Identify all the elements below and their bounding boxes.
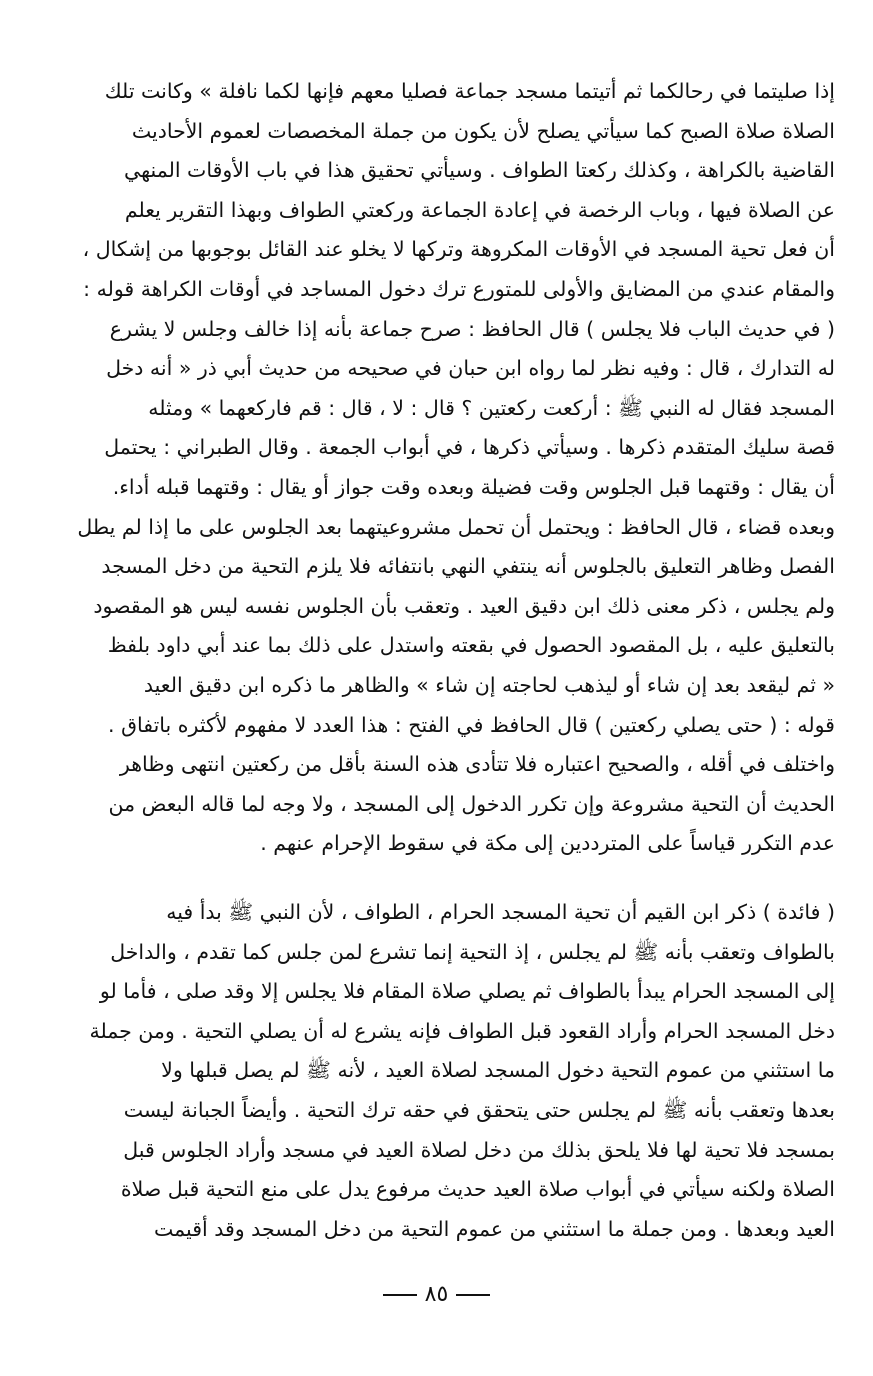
text-line: ما استثني من عموم التحية دخول المسجد لصلاة العيد ، لأنه ﷺ لم يصل قبلها ولا bbox=[161, 1058, 835, 1083]
text-line: وبعده قضاء ، قال الحافظ : ويحتمل أن تحمل مشروعيتهما بعد الجلوس على ما إذا لم يطل bbox=[77, 514, 835, 539]
page-number-dash bbox=[383, 1294, 417, 1296]
text-line: بالطواف وتعقب بأنه ﷺ لم يجلس ، إذ التحية إنما تشرع لمن جلس كما تقدم ، والداخل bbox=[110, 939, 835, 964]
text-line: الصلاة صلاة الصبح كما سيأتي يصلح لأن يكون من جملة المخصصات لعموم الأحاديث bbox=[131, 118, 835, 143]
text-line: أن يقال : وقتهما قبل الجلوس وقت فضيلة وبعده وقت جواز أو يقال : وقتهما قبله أداء. bbox=[112, 474, 835, 499]
text-line: بالتعليق عليه ، بل المقصود الحصول في بقعته واستدل على ذلك بما عند أبي داود بلفظ bbox=[107, 633, 835, 658]
text-line: ( فائدة ) ذكر ابن القيم أن تحية المسجد الحرام ، الطواف ، لأن النبي ﷺ بدأ فيه bbox=[166, 900, 835, 924]
text-line: قوله : ( حتى يصلي ركعتين ) قال الحافظ في الفتح : هذا العدد لا مفهوم لأكثره باتفاق . bbox=[108, 712, 835, 737]
text-line: عدم التكرر قياساً على المترددين إلى مكة في سقوط الإحرام عنهم . bbox=[260, 831, 835, 856]
text-line: بعدها وتعقب بأنه ﷺ لم يجلس حتى يتحقق في حقه ترك التحية . وأيضاً الجبانة ليست bbox=[123, 1097, 835, 1122]
text-line: دخل المسجد الحرام وأراد القعود قبل الطواف فإنه يشرع له أن يصلي التحية . ومن جملة bbox=[89, 1018, 835, 1043]
text-line: القاضية بالكراهة ، وكذلك ركعتا الطواف . وسيأتي تحقيق هذا في باب الأوقات المنهي bbox=[124, 158, 835, 183]
text-line: إلى المسجد الحرام يبدأ بالطواف ثم يصلي صلاة المقام فلا يجلس إلا وقد صلى ، فأما لو bbox=[99, 979, 835, 1004]
faida-text-block bbox=[38, 893, 835, 1249]
text-line: « ثم ليقعد بعد إن شاء أو ليذهب لحاجته إن شاء » والظاهر ما ذكره ابن دقيق العيد bbox=[143, 672, 835, 697]
page-number-dash bbox=[456, 1294, 490, 1296]
text-line: قصة سليك المتقدم ذكرها . وسيأتي ذكرها ، في أبواب الجمعة . وقال الطبراني : يحتمل bbox=[104, 435, 835, 460]
text-line: عن الصلاة فيها ، وباب الرخصة في إعادة الجماعة وركعتي الطواف وبهذا التقرير يعلم bbox=[124, 197, 835, 222]
text-line: أن فعل تحية المسجد في الأوقات المكروهة وتركها لا يخلو عند القائل بوجوبها من إشكال ، bbox=[82, 237, 835, 262]
text-line: ( في حديث الباب فلا يجلس ) قال الحافظ : صرح جماعة بأنه إذا خالف وجلس لا يشرع bbox=[109, 316, 835, 341]
text-line: الفصل وظاهر التعليق بالجلوس أنه ينتفي النهي بانتفائه فلا يلزم التحية من دخل المسجد bbox=[101, 554, 835, 579]
page-number-value: ٨٥ bbox=[424, 1282, 449, 1307]
text-line: إذا صليتما في رحالكما ثم أتيتما مسجد جماعة فصليا معهم فإنها لكما نافلة » وكانت تلك bbox=[104, 79, 835, 103]
text-line: الحديث أن التحية مشروعة وإن تكرر الدخول إلى المسجد ، ولا وجه لما قاله البعض من bbox=[108, 791, 835, 816]
page-number bbox=[0, 1282, 873, 1307]
text-line: الصلاة ولكنه سيأتي في أبواب صلاة العيد حديث مرفوع يدل على منع التحية قبل صلاة bbox=[120, 1177, 835, 1202]
text-line: والمقام عندي من المضايق والأولى للمتورع ترك دخول المساجد في أوقات الكراهة قوله : bbox=[83, 276, 835, 301]
text-line: واختلف في أقله ، والصحيح اعتباره فلا تتأدى هذه السنة بأقل من ركعتين انتهى وظاهر bbox=[119, 752, 835, 777]
main-text-block bbox=[38, 72, 835, 864]
text-line: ولم يجلس ، ذكر معنى ذلك ابن دقيق العيد . وتعقب بأن الجلوس نفسه ليس هو المقصود bbox=[93, 593, 835, 618]
text-line: العيد وبعدها . ومن جملة ما استثني من عموم التحية من دخل المسجد وقد أقيمت bbox=[154, 1216, 835, 1241]
text-line: المسجد فقال له النبي ﷺ : أركعت ركعتين ؟ قال : لا ، قال : قم فاركعهما » ومثله bbox=[148, 395, 835, 420]
text-line: له التدارك ، قال : وفيه نظر لما رواه ابن حبان في صحيحه من حديث أبي ذر « أنه دخل bbox=[106, 356, 835, 381]
text-line: بمسجد فلا تحية لها فلا يلحق بذلك من دخل لصلاة العيد في مسجد وأراد الجلوس قبل bbox=[123, 1137, 835, 1162]
